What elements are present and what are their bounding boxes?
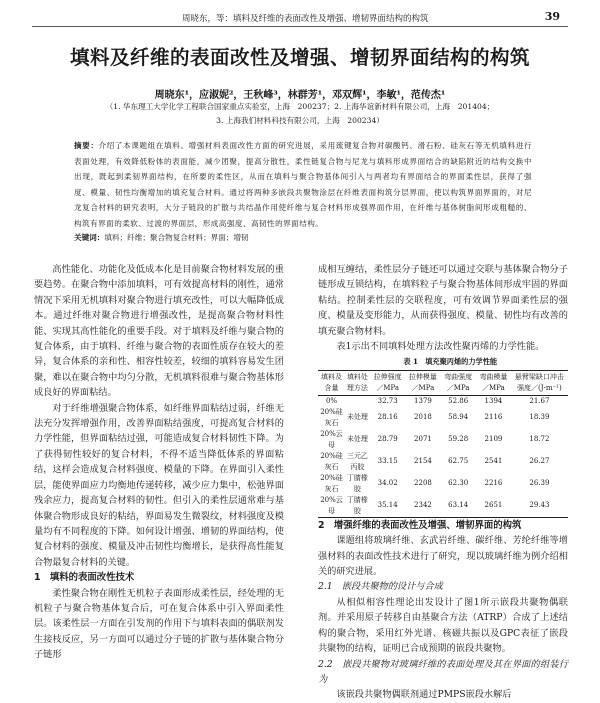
affiliation-line-2: 3. 上海我们材料科技有限公司，上海 200234） (216, 116, 384, 125)
table-cell: 28.79 (377, 435, 398, 444)
table-header-cell: 拉伸模量／MPa (406, 370, 441, 395)
section-1-paragraph: 柔性聚合物在刚性无机粒子表面形成柔性层，经处理的无机粒子与聚合物基体复合后，可在复合体系中引入界面柔性层。该柔性层一方面在引发剂的作用下与填料表面的偶联剂发生接枝反应，另一方面可以通过分子链的扩散与基体聚合物分子链形 (34, 587, 284, 661)
table-cell: 三元乙丙胶 (346, 451, 368, 471)
table-cell: 63.14 (440, 495, 476, 518)
table-cell: 20%硅灰石 (320, 407, 343, 427)
page-number: 39 (544, 10, 560, 23)
table-1 (318, 370, 568, 518)
table-cell: 35.14 (370, 495, 406, 518)
affiliation-line-1: （1. 华东理工大学化学工程联合国家重点实验室，上海 200237；2. 上海华谊新材料有限公司，上海 201404； (105, 102, 495, 111)
table-cell: 丁腈橡胶 (346, 473, 368, 493)
table-cell (345, 395, 370, 407)
table-cell: 26.39 (529, 479, 550, 488)
table-cell: 未处理 (346, 413, 368, 422)
table-cell: 2018 (414, 413, 432, 422)
table-cell: 1379 (414, 396, 432, 405)
table-cell: 62.75 (448, 457, 469, 466)
table-row (318, 495, 568, 518)
paper-title: 填料及纤维的表面改性及增强、增韧界面结构的构筑 (69, 46, 530, 69)
table-cell: 28.16 (377, 413, 398, 422)
running-header-text: 周晓东，等：填料及纤维的表面改性及增强、增韧界面结构的构筑 (182, 14, 429, 24)
continued-paragraph: 成相互缠结，柔性层分子链还可以通过交联与基体聚合物分子链形成互锁结构，在填料粒子与聚合物基体间形成牢固的界面粘结。控制柔性层的交联程度，可有效调节界面柔性层的强度、模量及变形能力，从而获得强度、模量、韧性均有改善的填充聚合物材料。 (318, 264, 568, 337)
table-row (318, 451, 568, 473)
keywords-label: 关键词： (74, 233, 105, 242)
table-row (318, 473, 568, 495)
table-1-caption: 表 1 填充聚丙烯的力学性能 (403, 357, 498, 367)
table-cell: 20%云母 (320, 429, 343, 449)
table-row (318, 395, 568, 407)
table-cell: 2541 (484, 457, 503, 466)
keywords (74, 232, 532, 243)
section-2-paragraph: 课题组将玻璃纤维、玄武岩纤维、碳纤维、芳纶纤维等增强材料的表面改性技术进行了研究，现以玻璃纤维为例介绍相关的研究进展。 (318, 535, 568, 578)
table-cell: 丁腈橡胶 (345, 495, 370, 518)
table-header-cell: 填料处理方法 (345, 370, 370, 395)
table-cell: 0% (325, 396, 338, 405)
table-cell: 未处理 (346, 435, 368, 444)
table-row (318, 407, 568, 429)
table-cell: 20%云母 (318, 495, 345, 518)
table-cell: 2116 (484, 413, 503, 422)
table-cell: 18.39 (529, 413, 550, 422)
table-cell: 2342 (406, 495, 441, 518)
table-header-cell: 悬臂梁缺口冲击强度／(J·m⁻¹) (511, 370, 568, 395)
table-header-cell: 填料及含量 (318, 370, 345, 395)
table-cell: 18.72 (529, 435, 550, 444)
table-header-cell: 弯曲强度／MPa (440, 370, 476, 395)
table-cell: 2154 (414, 457, 432, 466)
table-cell: 52.86 (448, 396, 469, 405)
table-cell: 33.15 (377, 457, 398, 466)
table-cell: 2208 (414, 479, 432, 488)
table-cell: 1394 (484, 396, 503, 405)
table-cell: 26.27 (529, 457, 550, 466)
table-cell: 59.28 (448, 435, 469, 444)
table-cell: 34.02 (377, 479, 398, 488)
section-2-heading: 2 增强纤维的表面改性及增强、增韧界面的构筑 (318, 519, 522, 531)
abstract (74, 138, 532, 231)
subsection-2-2-heading: 2.2 嵌段共聚物对玻璃纤维的表面处理及其在界面的组装行为 (318, 658, 568, 685)
intro-paragraph-1: 高性能化、功能化及低成本化是目前聚合物材料发展的重要趋势。在聚合物中添加填料，可有效提高材料的刚性，通常情况下采用无机填料对聚合物进行填充改性，可以大幅降低成本。通过纤维对聚合物进行增强改性，是提高聚合物材料性能、实现其高性能化的重要手段。对于填料及纤维与聚合物的复合体系，由于填料、纤维与聚合物的表面性质存在较大的差异，复合体系的亲和性、相容性较差，较细的填料容易发生团聚，难以在聚合物中均匀分散，无机填料很难与聚合物基体形成良好的界面粘结。 (34, 264, 284, 399)
table-cell: 32.73 (377, 396, 398, 405)
intro-paragraph-2: 对于纤维增强聚合物体系，如纤维界面粘结过弱，纤维无法充分发挥增强作用，改善界面粘结强度，可提高复合材料的力学性能，但界面粘结过强，可能造成复合材料韧性下降。为了获得韧性较好的复合材料，不得不适当降低体系的界面粘结，这样会造成复合材料强度、模量的下降。在界面引入柔性层，能使界面应力均衡地传递转移，减少应力集中，松弛界面残余应力，提高复合材料的韧性。但引入的柔性层通常难与基体聚合物形成良好的粘结，界面易发生微裂纹，材料强度及模量均有不同程度的下降。如何设计增强、增韧的界面结构，使复合材料的强度、模量及冲击韧性均衡增长，是获得高性能复合物最复合材料的关键。 (34, 402, 284, 568)
table-header-cell: 弯曲模量／MPa (476, 370, 511, 395)
table-cell: 29.43 (511, 495, 568, 518)
section-1-heading: 1 填料的表面改性技术 (34, 572, 135, 584)
table-cell: 58.94 (448, 413, 469, 422)
left-column (34, 262, 284, 663)
subsection-2-1-heading: 2.1 嵌段共聚物的设计与合成 (318, 581, 443, 593)
table-cell: 20%硅灰石 (320, 473, 343, 493)
subsection-2-1-paragraph: 从相似相容性理论出发设计了图1所示嵌段共聚物偶联剂。并采用原子转移自由基聚合方法（ATRP）合成了上述结构的聚合物，采用红外光谱、核磁共振以及GPC表征了嵌段共聚物的结构，证明已合成预期的嵌段共聚物。 (318, 596, 568, 655)
table-cell: 21.67 (529, 396, 550, 405)
table-cell: 2109 (484, 435, 503, 444)
table-header-row (318, 370, 568, 395)
table-cell: 62.30 (448, 479, 469, 488)
table-header-cell: 拉伸强度／MPa (370, 370, 406, 395)
table-cell: 2216 (484, 479, 503, 488)
running-header (32, 10, 568, 27)
table-row (318, 429, 568, 451)
keywords-text: 填料；纤维；聚合物复合材料；界面；增韧 (104, 233, 249, 242)
author-list: 周晓东¹，应淑妮²，王秋峰³，林群芳¹，邓双辉¹，李敏¹，范传杰¹ (154, 90, 446, 101)
right-column (318, 262, 568, 703)
table-intro-paragraph: 表1示出不同填料处理方法改性聚丙烯的力学性能。 (336, 341, 545, 353)
table-cell: 20%硅灰石 (320, 451, 343, 471)
table-cell: 2651 (476, 495, 511, 518)
abstract-label: 摘要： (74, 141, 99, 150)
table-cell: 2071 (414, 435, 432, 444)
subsection-2-2-paragraph: 该嵌段共聚物偶联剂通过PMPS嵌段水解后 (336, 689, 512, 701)
abstract-text: 介绍了本课题组在填料、增强材料表面改性方面的研究进展，采用巯键复合物对碳酸钙、滑石粉、硅灰石等无机填料进行表面处理，有效降低粉体的表面能，减少团聚，提高分散性，柔性链复合物与尼龙与填料形成界面结合的缺陷附近的结构交换中出现，既起到柔韧界面结构，在所要的柔性区，从而在填料与聚合物基体间引入与两者均有界面结合的界面柔性层，获得了强度、模量、韧性均衡增加的填充复合材料。通过将两种多嵌段共聚物涂层在纤维表面构筑分层界面，使以构筑界面界面的，对尼龙复合材料的研究表明，大分子链段的扩散与共结晶作用使纤维与复合材料形成强界面作用，在纤维与基体树脂间形成粗糙的、构筑有界面的柔软、过渡的界面层，形成高强度、高韧性的界面结构。 (74, 141, 532, 228)
